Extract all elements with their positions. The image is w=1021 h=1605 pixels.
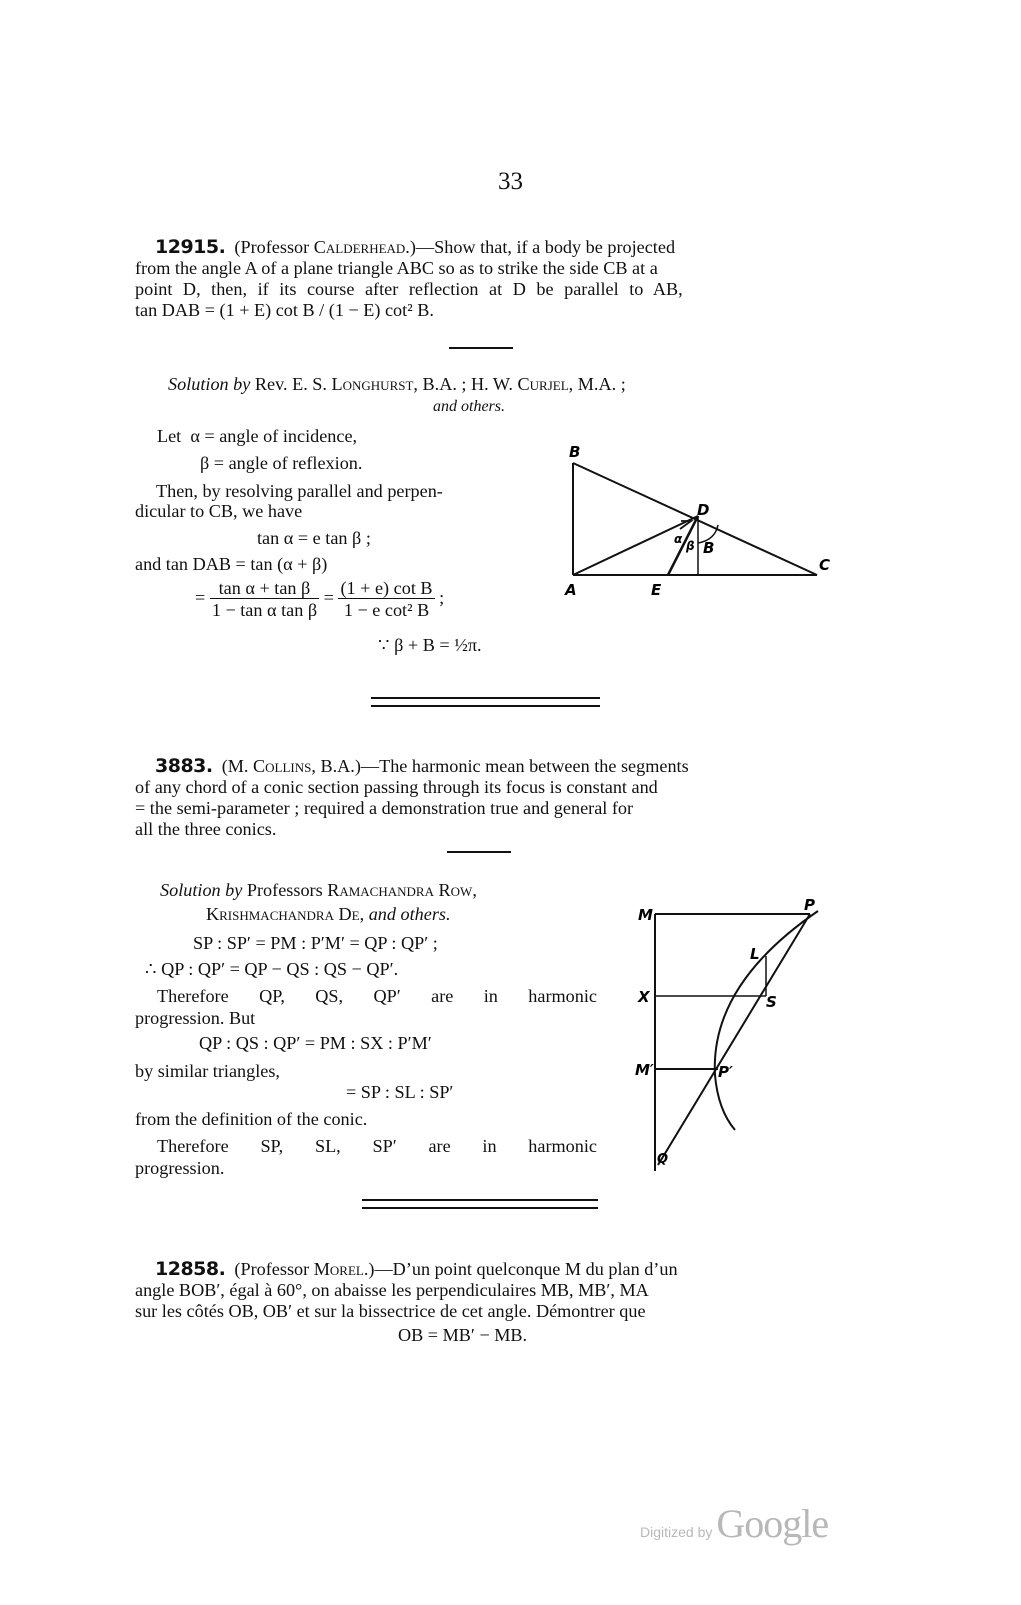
author-suffix: ) [368,1259,375,1279]
fraction [338,578,434,621]
problem-number: 3883. [155,755,213,777]
solver-name: Rev. E. S. [254,374,332,394]
digitized-by-google-watermark [640,1500,828,1547]
label-M: M [638,906,653,924]
statement-line: sur les côtés OB, OB′ et sur la bissectrice de cet angle. Démontrer que [135,1301,646,1321]
equation: ∴ QP : QP′ = QP − QS : QS − QP′. [145,959,399,979]
statement-line: of any chord of a conic section passing through its focus is constant and [135,777,658,797]
section-divider [447,851,511,853]
author-prefix: (M. [221,756,254,776]
google-logo: Google [716,1501,829,1546]
solution-line [157,425,357,447]
solution-line: progression. [135,1158,225,1178]
equation: tan α = e tan β ; [257,528,371,548]
double-divider [371,697,600,707]
label-Q: Q [657,1152,669,1167]
label-angle-B: B [703,539,715,557]
denominator: 1 − e cot² B [343,600,430,620]
statement-line: point D, then, if its course after reflection at D be parallel to AB, [135,279,683,299]
solution-credit [160,879,477,901]
author-name: Calderhead. [313,237,410,257]
label-alpha: α [674,532,683,546]
watermark-prefix: Digitized by [640,1524,713,1540]
punctuation: ; [439,587,445,608]
label-P: P [804,896,815,914]
fraction [210,578,319,621]
solver-name: , B.A. ; H. W. [413,374,518,394]
solution-line: by similar triangles, [135,1061,280,1081]
label-X: X [638,988,650,1006]
equation: SP : SP′ = PM : P′M′ = QP : QP′ ; [193,933,438,953]
solver-name: Professors [246,880,328,900]
conic-curve [715,911,818,1130]
solution-prefix: Solution by [168,374,251,394]
alpha-definition: α = angle of incidence, [190,426,358,446]
solution-line: Then, by resolving parallel and perpen- [156,481,443,501]
solution-line: Therefore SP, SL, SP′ are in harmonic [157,1136,597,1156]
author-suffix: ) [409,237,416,257]
label-M-prime: M′ [635,1061,654,1079]
equation: ∵ β + B = ½π. [378,635,482,655]
solution-line: from the definition of the conic. [135,1109,368,1129]
and-others: and others. [433,398,505,415]
beta-definition: β = angle of reflexion. [200,453,363,473]
problem-12915-statement [135,237,825,321]
triangle-figure [555,435,835,605]
label-beta: β [686,539,695,553]
solver-name: , [359,904,369,924]
statement-line: all the three conics. [135,819,277,839]
problem-3883-statement [135,756,825,840]
statement-line: tan DAB = (1 + E) cot B / (1 − E) cot² B. [135,300,434,320]
equation: and tan DAB = tan (α + β) [135,554,328,574]
equals-sign: = [195,587,206,608]
problem-number: 12915. [155,236,226,258]
let-word: Let [157,426,182,446]
page-number: 33 [498,168,523,195]
conic-figure [630,895,840,1180]
statement-line: —D’un point quelconque M du plan d’un [374,1259,678,1279]
statement-line: = the semi-parameter ; required a demonstration true and general for [135,798,634,818]
section-divider [449,347,513,349]
label-A: A [565,581,577,599]
solution-prefix: Solution by [160,880,243,900]
statement-line: angle BOB′, égal à 60°, on abaisse les perpendiculaires MB, MB′, MA [135,1280,649,1300]
solver-name: Ramachandra Row [327,880,473,900]
author-name: Collins [253,756,312,776]
label-C: C [819,556,831,574]
denominator: 1 − tan α tan β [211,600,318,620]
label-D: D [697,501,710,519]
solution-line: progression. But [135,1008,256,1028]
problem-number: 12858. [155,1258,226,1280]
problem-12858-statement [135,1259,825,1322]
numerator: tan α + tan β [210,578,319,599]
solution-line: dicular to CB, we have [135,501,303,521]
solver-name: , M.A. ; [568,374,626,394]
solver-name: Longhurst [331,374,414,394]
solution-credit [168,373,626,395]
statement-line: —Show that, if a body be projected [415,237,676,257]
numerator: (1 + e) cot B [340,578,433,598]
solver-name: Krishmachandra De [206,904,360,924]
label-S: S [766,993,777,1011]
equals-sign: = [323,587,334,608]
equation: = SP : SL : SP′ [346,1082,454,1102]
statement-line: —The harmonic mean between the segments [360,756,689,776]
solver-name: Curjel [517,374,569,394]
solution-line: Therefore QP, QS, QP′ are in harmonic [157,986,597,1006]
label-B: B [569,443,581,461]
equation: QP : QS : QP′ = PM : SX : P′M′ [199,1033,432,1053]
statement-line: from the angle A of a plane triangle ABC so as to strike the side CB at a [135,258,658,278]
equation-fraction [195,578,444,621]
solution-credit-2 [206,903,451,925]
author-name: Morel. [313,1259,369,1279]
equation: OB = MB′ − MB. [398,1325,528,1345]
author-prefix: (Professor [234,237,314,257]
author-suffix: , B.A.) [311,756,361,776]
double-divider [362,1199,598,1209]
label-E: E [651,581,662,599]
label-L: L [750,945,760,963]
author-prefix: (Professor [234,1259,314,1279]
and-others: and others. [368,904,451,924]
solver-name: , [472,880,477,900]
label-P-prime: P′ [718,1063,733,1081]
